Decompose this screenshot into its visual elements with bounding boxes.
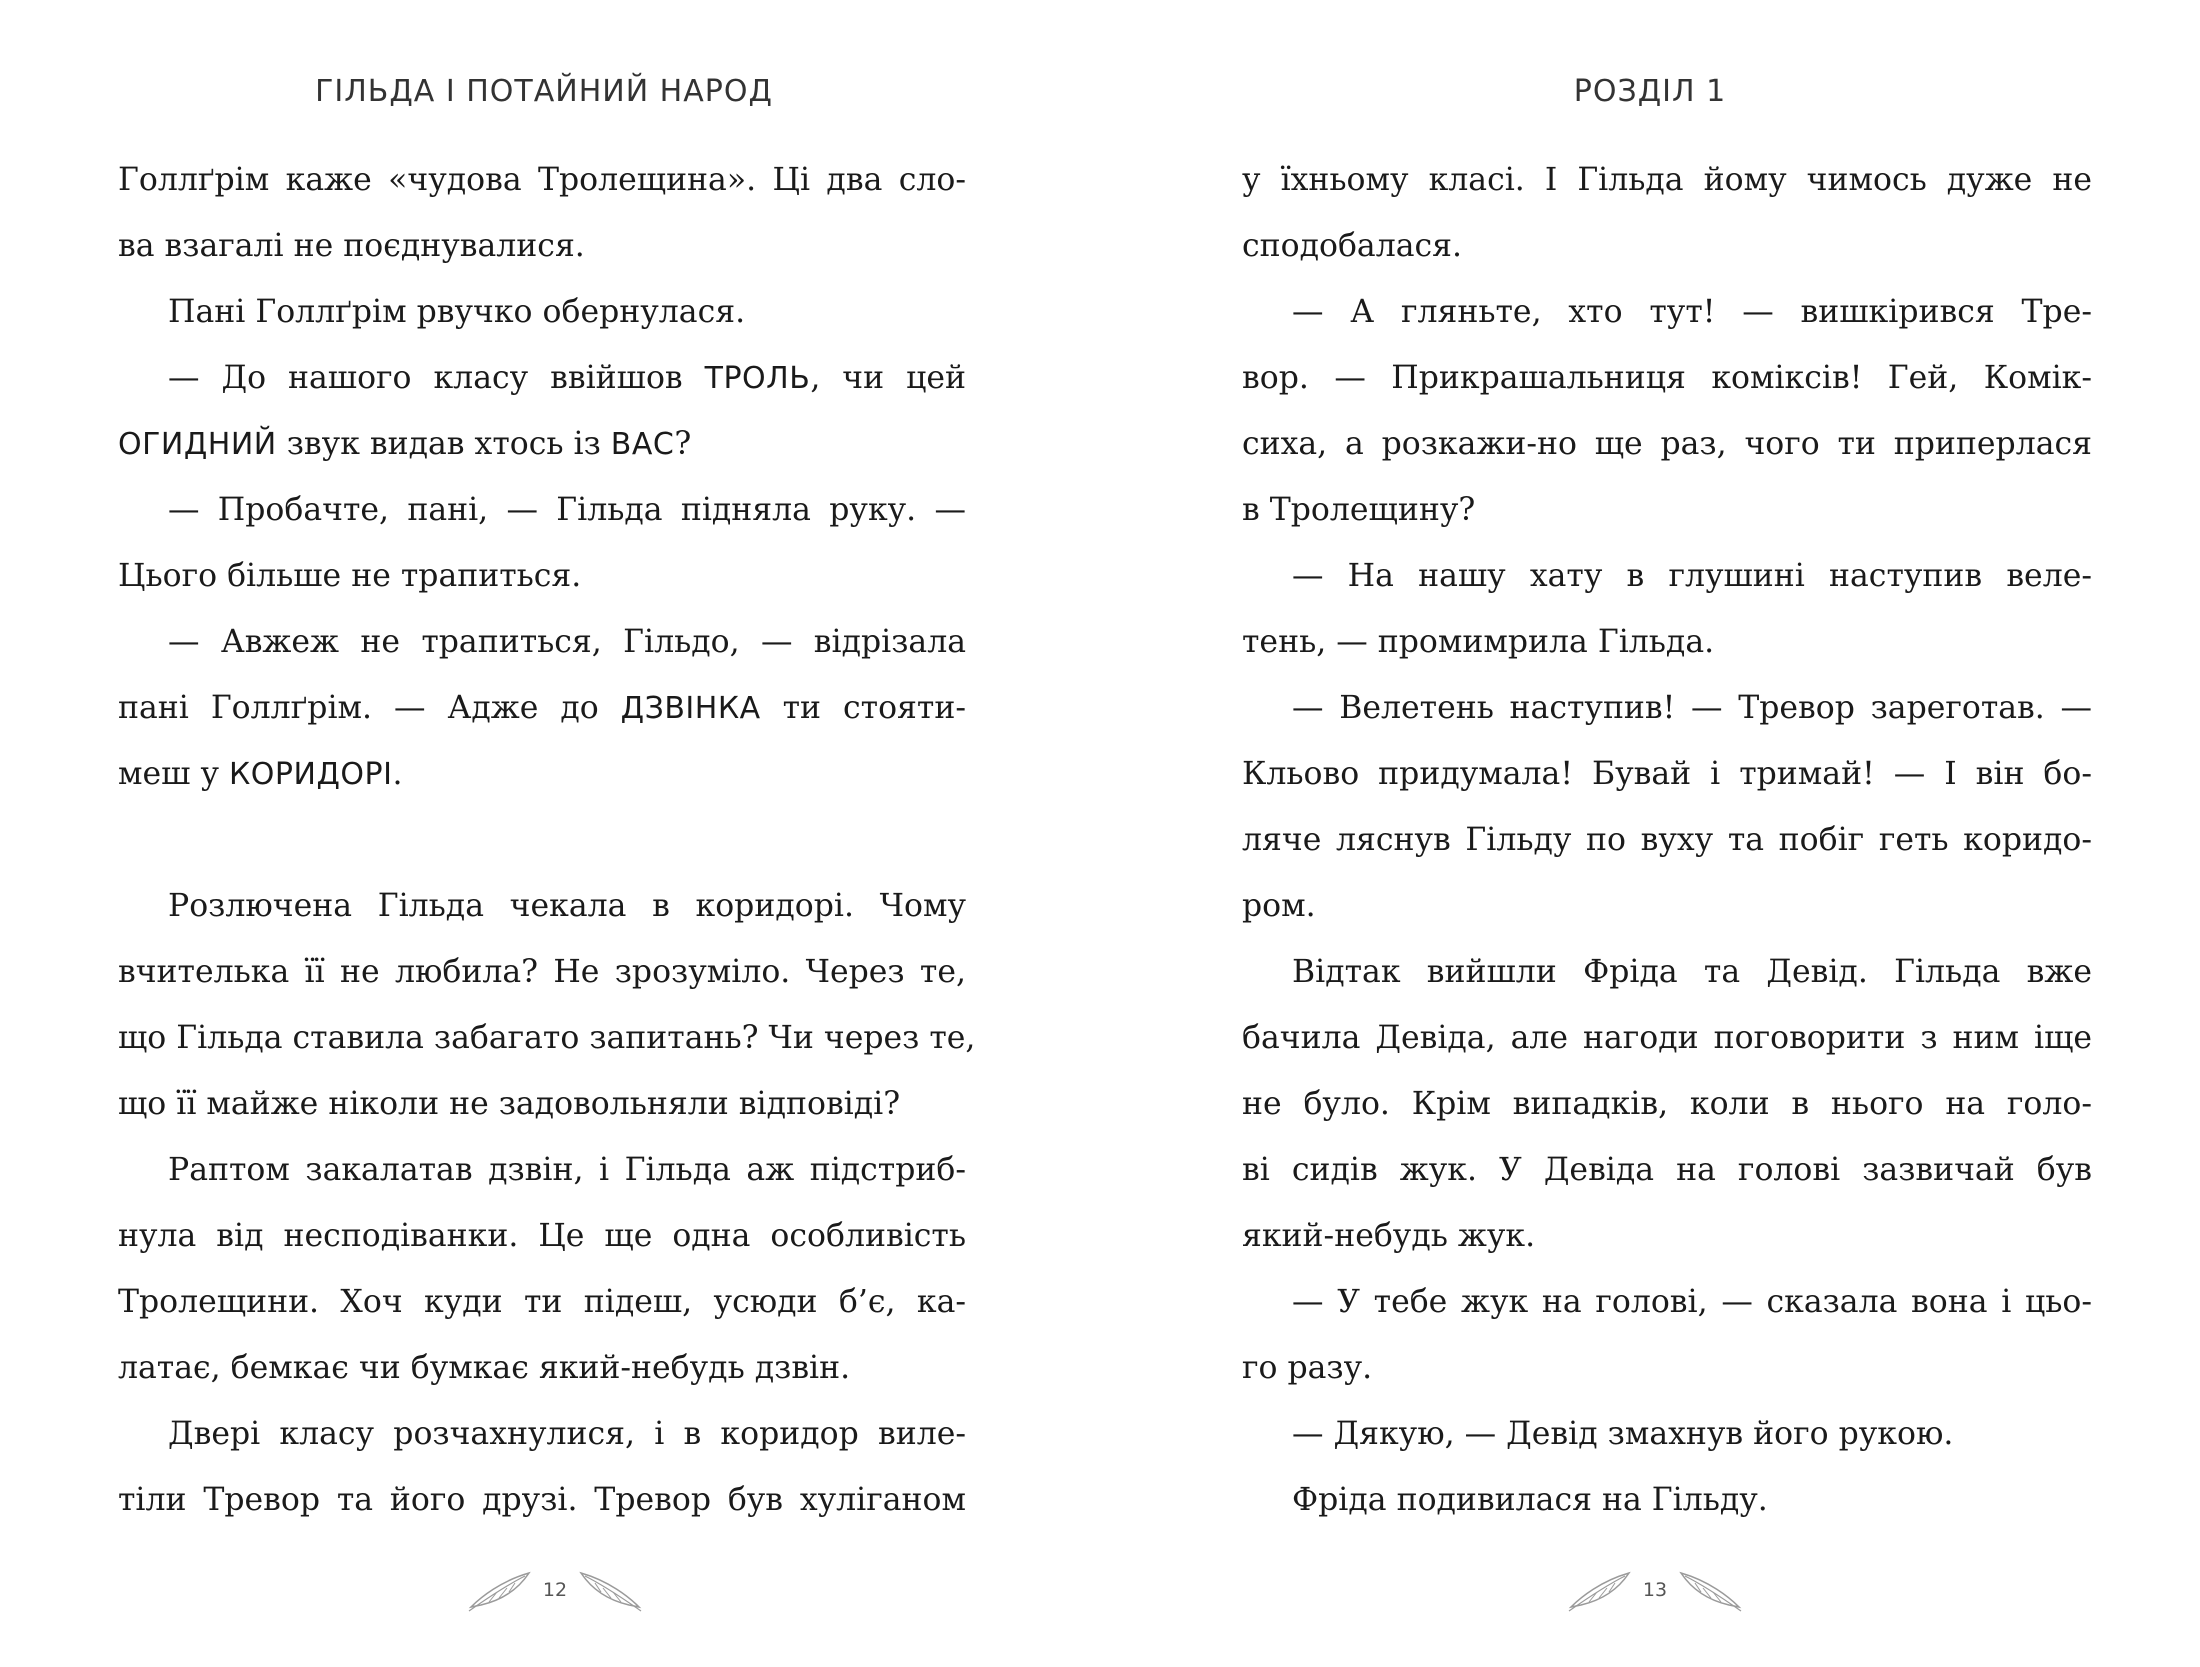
text-segment: який-небудь жук.	[1242, 1218, 1536, 1254]
left-body-text	[118, 147, 976, 1533]
right-page	[1100, 0, 2200, 1667]
text-segment: сподобалася.	[1242, 228, 1463, 264]
text-segment: вор. — Прикрашальниця коміксів! Гей, Комік-	[1242, 360, 2092, 396]
text-line	[1242, 147, 2092, 213]
text-segment: латає, бемкає чи бумкає який-небудь дзвін.	[118, 1350, 851, 1386]
text-line	[1242, 1137, 2092, 1203]
text-segment: що Гільда ставила забагато запитань? Чи через те,	[118, 1020, 976, 1056]
text-line	[1242, 1203, 2092, 1269]
feather-icon	[1677, 1567, 1743, 1613]
text-line	[118, 411, 966, 477]
text-line	[118, 477, 966, 543]
text-line	[118, 609, 966, 675]
text-segment: — Велетень наступив! — Тревор зареготав. —	[1292, 690, 2092, 726]
text-segment: го разу.	[1242, 1350, 1373, 1386]
text-line	[1242, 213, 2092, 279]
text-line	[118, 1137, 966, 1203]
text-line	[118, 147, 966, 213]
text-segment: меш у	[118, 756, 229, 792]
right-body-text	[1242, 147, 2092, 1533]
emphasis-caps: ВАС	[610, 427, 675, 462]
text-segment: — Дякую, — Девід змахнув його рукою.	[1292, 1416, 1954, 1452]
text-segment: Розлючена Гільда чекала в коридорі. Чому	[168, 888, 966, 924]
text-segment: вчителька її не любила? Не зрозуміло. Через те,	[118, 954, 966, 990]
text-segment: ляче ляснув Гільду по вуху та побіг геть коридо-	[1242, 822, 2092, 858]
text-line	[1242, 1335, 2092, 1401]
text-line	[1242, 807, 2092, 873]
right-folio	[1560, 1555, 1750, 1625]
text-segment: пані Голлґрім. — Адже до	[118, 690, 621, 726]
text-segment: ?	[674, 426, 692, 462]
text-segment: не було. Крім випадків, коли в нього на голо-	[1242, 1086, 2092, 1122]
feather-icon	[1567, 1567, 1633, 1613]
text-line	[1242, 1467, 2092, 1533]
text-line	[1242, 477, 2092, 543]
text-segment: Цього більше не трапиться.	[118, 558, 582, 594]
text-segment: Раптом закалатав дзвін, і Гільда аж підстриб-	[168, 1152, 966, 1188]
text-segment: Фріда подивилася на Гільду.	[1292, 1482, 1768, 1518]
page-number-left: 12	[542, 1579, 568, 1601]
text-line	[1242, 543, 2092, 609]
text-line	[118, 1203, 966, 1269]
text-segment: тіли Тревор та його друзі. Тревор був хуліганом	[118, 1482, 966, 1518]
text-segment: — А гляньте, хто тут! — вишкірився Тре-	[1292, 294, 2092, 330]
emphasis-caps: ТРОЛЬ	[704, 361, 811, 396]
text-segment: тень, — промимрила Гільда.	[1242, 624, 1715, 660]
text-line	[118, 1335, 966, 1401]
text-segment: у їхньому класі. І Гільда йому чимось дуже не	[1242, 162, 2092, 198]
text-line	[118, 213, 966, 279]
text-line	[118, 279, 966, 345]
text-line	[118, 1269, 966, 1335]
text-segment: Тролещини. Хоч куди ти підеш, усюди б’є, ка-	[118, 1284, 966, 1320]
text-segment: Голлґрім каже «чудова Тролещина». Ці два сло-	[118, 162, 966, 198]
text-segment: ві сидів жук. У Девіда на голові зазвичай був	[1242, 1152, 2092, 1188]
text-line	[118, 939, 966, 1005]
blank-line	[118, 807, 966, 873]
text-segment: що її майже ніколи не задовольняли відповіді?	[118, 1086, 901, 1122]
text-line	[1242, 1071, 2092, 1137]
running-head-left: ГІЛЬДА І ПОТАЙНИЙ НАРОД	[315, 74, 773, 109]
text-line	[118, 543, 966, 609]
text-segment: Кльово придумала! Бувай і тримай! — І він бо-	[1242, 756, 2092, 792]
text-line	[118, 873, 966, 939]
text-segment: нула від несподіванки. Це ще одна особливість	[118, 1218, 966, 1254]
emphasis-caps: КОРИДОРІ	[229, 757, 393, 792]
text-line	[1242, 1269, 2092, 1335]
text-segment: — Авжеж не трапиться, Гільдо, — відрізала	[168, 624, 966, 660]
text-segment: ва взагалі не поєднувалися.	[118, 228, 585, 264]
text-segment: — Пробачте, пані, — Гільда підняла руку. —	[168, 492, 966, 528]
emphasis-caps: ДЗВІНКА	[620, 691, 761, 726]
text-line	[118, 1071, 966, 1137]
text-line	[118, 741, 966, 807]
text-segment: — У тебе жук на голові, — сказала вона і цьо-	[1292, 1284, 2092, 1320]
text-line	[1242, 279, 2092, 345]
feather-icon	[577, 1567, 643, 1613]
text-line	[1242, 675, 2092, 741]
text-segment: сиха, а розкажи-но ще раз, чого ти приперлася	[1242, 426, 2092, 462]
text-segment: бачила Девіда, але нагоди поговорити з ним іще	[1242, 1020, 2092, 1056]
text-segment: звук видав хтось із	[276, 426, 611, 462]
text-segment: Пані Голлґрім рвучко обернулася.	[168, 294, 746, 330]
page-number-right: 13	[1642, 1579, 1668, 1601]
emphasis-caps: ОГИДНИЙ	[118, 427, 277, 462]
text-segment: .	[392, 756, 403, 792]
text-line	[118, 1005, 976, 1071]
feather-icon	[467, 1567, 533, 1613]
text-line	[1242, 873, 2092, 939]
text-segment: ром.	[1242, 888, 1316, 924]
text-line	[118, 1467, 966, 1533]
text-segment: Відтак вийшли Фріда та Девід. Гільда вже	[1292, 954, 2092, 990]
text-line	[1242, 345, 2092, 411]
text-line	[118, 675, 966, 741]
text-line	[1242, 741, 2092, 807]
text-segment: — До нашого класу ввійшов	[168, 360, 705, 396]
text-segment: ти стояти-	[760, 690, 966, 726]
text-segment: , чи цей	[810, 360, 966, 396]
text-line	[1242, 1005, 2092, 1071]
text-line	[1242, 939, 2092, 1005]
text-line	[1242, 1401, 2092, 1467]
left-folio	[460, 1555, 650, 1625]
text-segment: Двері класу розчахнулися, і в коридор виле-	[168, 1416, 966, 1452]
text-segment: — На нашу хату в глушині наступив веле-	[1292, 558, 2092, 594]
text-line	[118, 1401, 966, 1467]
running-head-right: РОЗДІЛ 1	[1573, 74, 1727, 109]
text-line	[118, 345, 966, 411]
text-line	[1242, 609, 2092, 675]
text-segment: в Тролещину?	[1242, 492, 1476, 528]
text-line	[1242, 411, 2092, 477]
